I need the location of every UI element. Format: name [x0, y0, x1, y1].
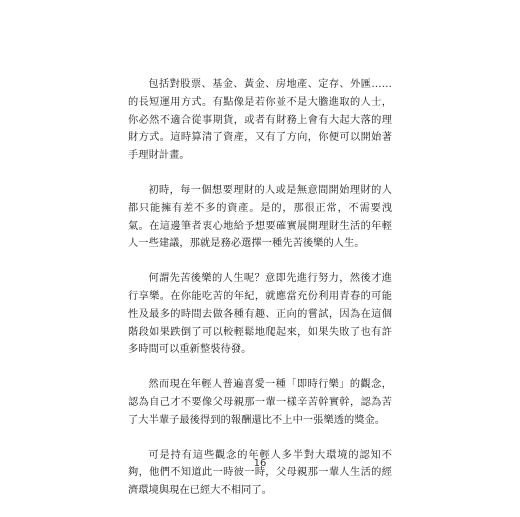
paragraph-3: 何謂先苦後樂的人生呢？意即先進行努力，然後才進行享樂。在你能吃苦的年紀，就應當充份利用青春的可能性及最多的時間去做各種有趣、正向的嘗試，因為在這個階段如果跌倒了可以較輕鬆地爬起來，如果失敗了也有許多時間可以重新整裝待發。	[128, 273, 392, 356]
paragraph-4: 然而現在年輕人普遍喜愛一種「即時行樂」的觀念，認為自己才不要像父母親那一輩一樣辛苦幹實幹，認為苦了大半輩子最後得到的報酬還比不上中一張樂透的獎金。	[128, 379, 392, 426]
page-number: 16	[253, 458, 267, 469]
paragraph-5: 可是持有這些觀念的年輕人多半對大環境的認知不夠，他們不知道此一時彼一時，父母親那一輩人生活的經濟環境與現在已經大不相同了。	[128, 449, 392, 497]
paragraph-2: 初時，每一個想要理財的人或是無意間開始理財的人都只能擁有差不多的資產。是的，那很正常，不需要洩氣。在這邊筆者衷心地給予想要確實展開理財生活的年輕人一些建議，那就是務必選擇一種先苦後樂的人生。	[128, 184, 392, 250]
body-text	[128, 76, 392, 517]
paragraph-1: 包括對股票、基金、黃金、房地產、定存、外匯……的長短運用方式。有點像是若你並不是大膽進取的人士，你必然不適合從事期貨，或者有財務上會有大起大落的理財方式。這時算清了資產，又有了方向，你便可以開始著手理財計畫。	[128, 79, 392, 162]
